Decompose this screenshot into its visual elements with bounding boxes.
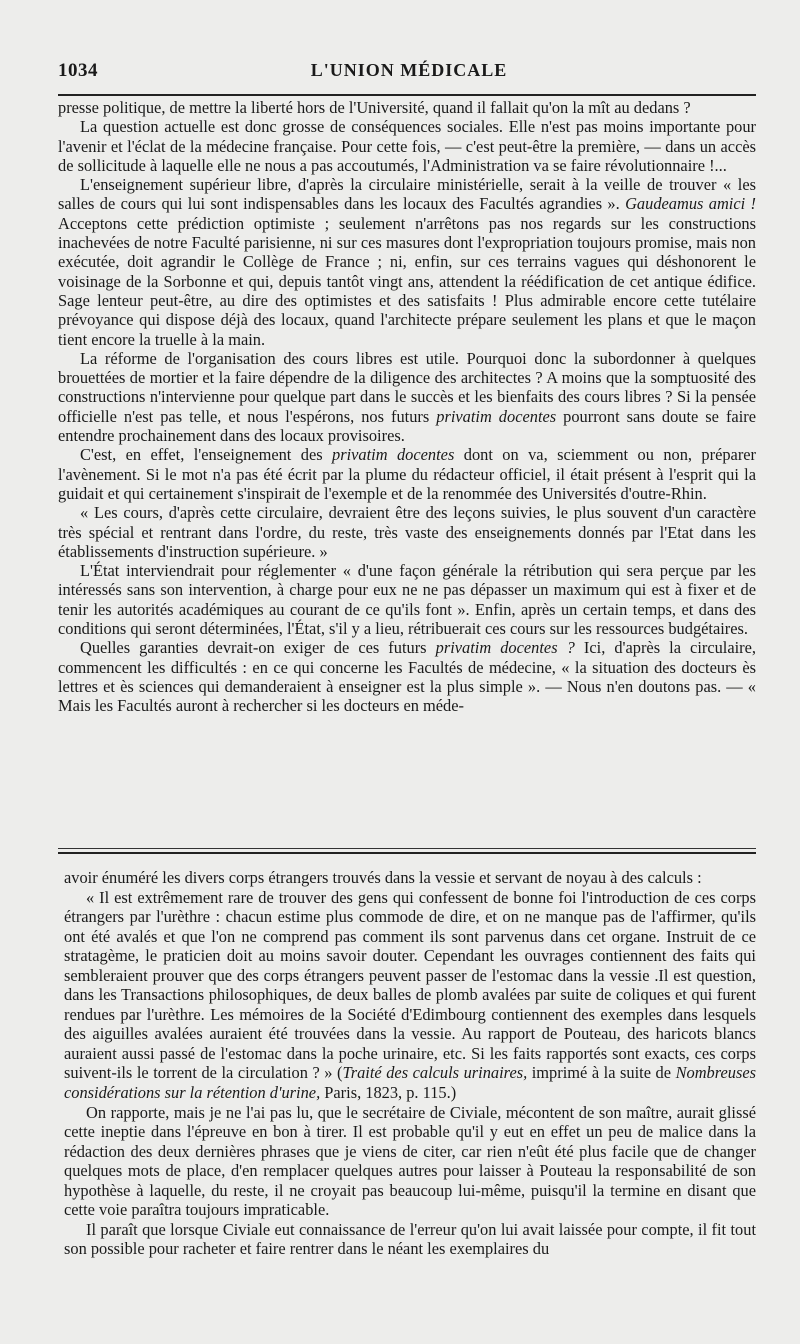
italic-phrase: privatim docentes [436, 406, 557, 426]
page-header [58, 56, 760, 86]
paragraph [64, 868, 756, 888]
paragraph [58, 117, 756, 175]
italic-phrase: privatim docentes [332, 445, 455, 465]
italic-phrase: privatim docentes ? [435, 638, 575, 658]
paragraph [58, 175, 756, 349]
text-run: « Il est extrêmement rare de trouver des gens qui confessent de bonne foi l'introduction de ces corps étrangers par l'urèthre : chacun estime plus commode de dire, et on ne manque pas de l'affirmer, qu'ils ont été avalés et que l'on ne comprend pas comment ils sont parvenus dans cet organe. Instruit de ce stratagème, le praticien doit au moins savoir douter. Cependant les ouvrages contiennent des faits qui sembleraient prouver que des corps étrangers peuvent passer de l'estomac dans la vessie .Il est question, dans les Transactions philosophiques, de deux balles de plomb avalées par suite de coliques et qui furent rendues par l'urèthre. Les mémoires de la Société d'Edimbourg contiennent des exemples dans lesquels des aiguilles avalées auraient été trouvées dans la vessie. Au rapport de Pouteau, des haricots blancs auraient aussi passé de l'estomac dans la poche urinaire, etc. Si les faits rapportés sont exacts, ces corps suivent-ils le torrent de la circulation ? » ( [64, 887, 756, 1083]
paragraph [64, 1103, 756, 1220]
feuilleton-section [64, 868, 756, 1259]
feuilleton-rule-thick [58, 852, 756, 854]
text-run: Il paraît que lorsque Civiale eut connaissance de l'erreur qu'on lui avait laissée pour compte, il fit tout son possible pour racheter et faire rentrer dans le néant les exemplaires du [64, 1219, 756, 1259]
text-run: Acceptons cette prédiction optimiste ; seulement n'arrêtons pas nos regards sur les constructions inachevées de notre Faculté parisienne, ni sur ces masures dont l'expropriation toujours promise, mais non exécutée, doit agrandir le Collège de France ; ni, enfin, sur ces terrains vagues qui déshonorent le voisinage de la Sorbonne et qui, depuis tantôt vingt ans, attendent la réédification de cet antique édifice. Sage lenteur peut-être, au dire des optimistes et des satisfaits ! Plus admirable encore cette tutélaire prévoyance qui dispose déjà des locaux, quand l'architecte prépare seulement les plans et que le maçon tient encore la truelle à la main. [58, 213, 756, 349]
running-title: L'UNION MÉDICALE [310, 60, 508, 80]
paragraph [58, 503, 756, 561]
text-run: Ici, d'après la circulaire, commencent les difficultés : en ce qui concerne les Facultés de médecine, « la situation des docteurs ès lettres et ès sciences qui demanderaient à enseigner est la plus simple ». — Nous n'en doutons pas. — « Mais les Facultés auront à rechercher si les docteurs en méde- [58, 638, 757, 716]
text-run: presse politique, de mettre la liberté hors de l'Université, quand il fallait qu'on la mît au dedans ? [58, 98, 691, 117]
text-run: Paris, 1823, p. 115.) [320, 1083, 457, 1103]
paragraph [58, 98, 756, 117]
text-run: imprimé à la suite de [527, 1063, 676, 1083]
text-run: « Les cours, d'après cette circulaire, devraient être des leçons suivies, le plus souvent d'un caractère très spécial et rentrant dans l'ordre, du reste, très vaste des enseignements donnés par l'Etat dans les établissements d'instruction supérieure. » [58, 503, 756, 561]
paragraph [58, 561, 756, 638]
italic-phrase: Traité des calculs urinaires, [342, 1063, 528, 1083]
text-run: C'est, en effet, l'enseignement des [80, 445, 333, 465]
text-run: L'État interviendrait pour réglementer « d'une façon générale la rétribution qui sera perçue par les intéressés sans son intervention, à charge pour eux ne ne pas dépasser un maximum qui est à fixer et de tenir les autorités académiques au courant de ce qu'ils font ». Enfin, après un certain temps, et dans des conditions qui seront déterminées, l'État, s'il y a lieu, rétribuerait ces cours sur les ressources budgétaires. [58, 561, 756, 639]
paragraph [58, 638, 756, 715]
paragraph [58, 349, 756, 445]
main-article [58, 98, 756, 716]
page-number: 1034 [58, 60, 98, 81]
italic-phrase: Nombreuses considérations sur la rétention d'urine, [64, 1063, 756, 1103]
feuilleton-rule-thin [58, 848, 756, 849]
text-run: On rapporte, mais je ne l'ai pas lu, que le secrétaire de Civiale, mécontent de son maître, aurait glissé cette ineptie dans l'épreuve en bon à tirer. Il est probable qu'il y eut en effet un peu de malice dans la rédaction des deux dernières phrases que je viens de citer, car rien n'eût été plus facile que de changer quelques mots de place, d'en remplacer quelques autres pour laisser à Pouteau la responsabilité de son hypothèse à laquelle, du reste, il ne croyait pas beaucoup lui-même, puisqu'il la termine en disant que cette voie paraîtra toujours impraticable. [64, 1102, 756, 1220]
text-run: La réforme de l'organisation des cours libres est utile. Pourquoi donc la subordonner à quelques brouettées de mortier et la faire dépendre de la diligence des architectes ? A moins que la somptuosité des constructions n'intervienne pour quelque part dans le succès et les bienfaits des cours libres ? Si la pensée officielle n'est pas telle, et nous l'espérons, nos futurs [58, 348, 756, 426]
text-run: La question actuelle est donc grosse de conséquences sociales. Elle n'est pas moins importante pour l'avenir et l'éclat de la médecine française. Pour cette fois, — c'est peut-être la première, — dans un accès de sollicitude à laquelle elle ne nous a pas accoutumés, l'Administration va se faire révolutionnaire !... [58, 117, 756, 175]
text-run: Quelles garanties devrait-on exiger de ces futurs [80, 638, 436, 658]
text-run: dont on va, sciemment ou non, préparer l'avènement. Si le mot n'a pas été écrit par la plume du rédacteur officiel, il était présent à l'esprit qui la guidait et qui certainement s'inspirait de l'exemple et de la renommée des Universités d'outre-Rhin. [58, 445, 757, 503]
paragraph [64, 1220, 756, 1259]
paragraph [58, 445, 756, 503]
text-run: pourront sans doute se faire entendre prochainement dans des locaux provisoires. [58, 406, 756, 446]
italic-phrase: Gaudeamus amici ! [625, 194, 756, 214]
paragraph [64, 888, 756, 1103]
text-run: avoir énuméré les divers corps étrangers trouvés dans la vessie et servant de noyau à des calculs : [64, 868, 702, 887]
text-run: L'enseignement supérieur libre, d'après la circulaire ministérielle, serait à la veille de trouver « les salles de cours qui lui sont indispensables dans les locaux des Facultés agrandies ». [58, 175, 756, 214]
header-rule [58, 94, 756, 96]
